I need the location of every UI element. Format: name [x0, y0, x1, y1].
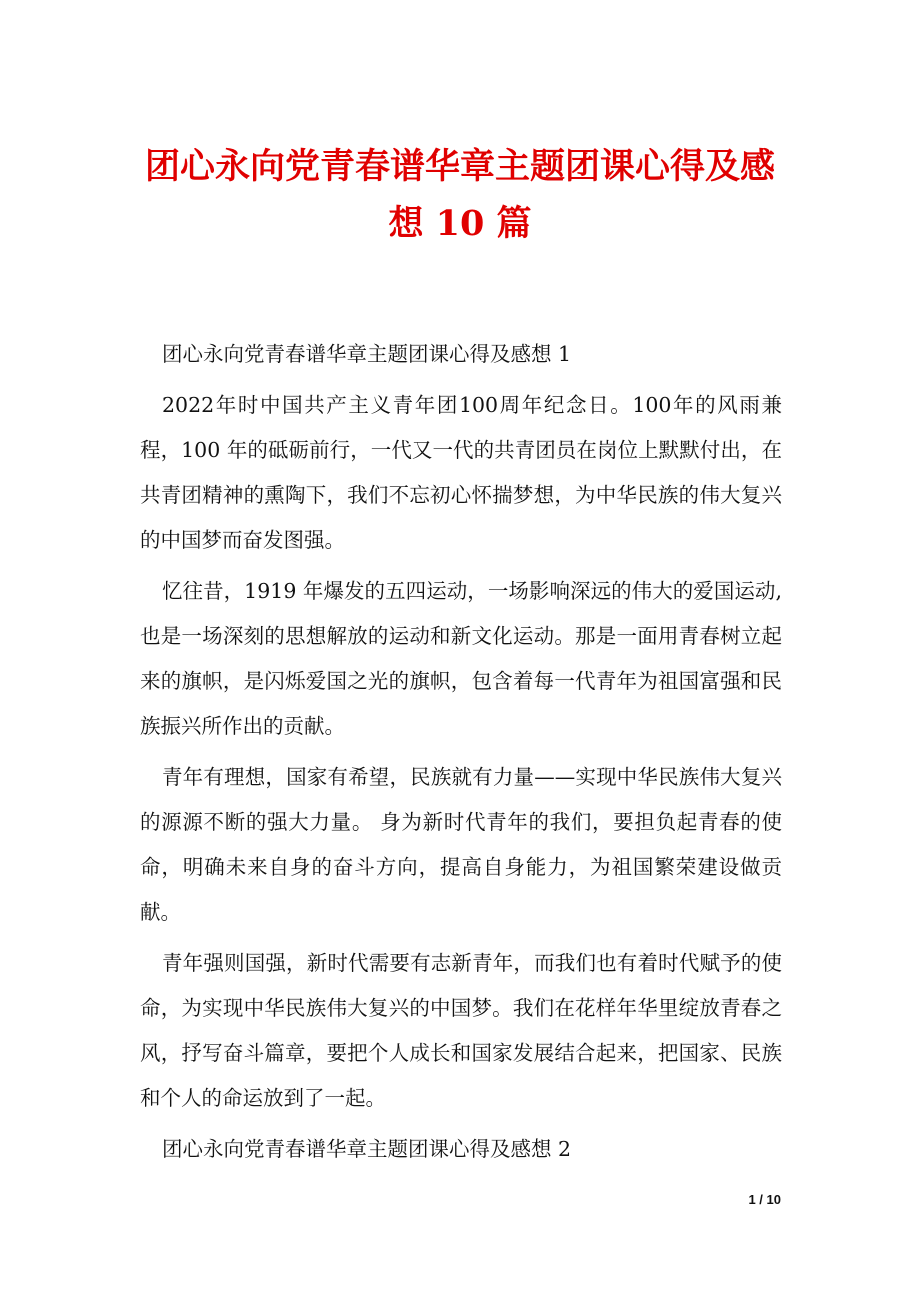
paragraph: 青年有理想，国家有希望，民族就有力量——实现中华民族伟大复兴的源源不断的强大力量。 身为新时代青年的我们，要担负起青春的使命，明确未来自身的奋斗方向，提高自身能力，为祖国繁荣建设做贡献。 [140, 765, 782, 924]
page-number: 1 / 10 [748, 1192, 781, 1207]
section-heading-1: 团心永向党青春谱华章主题团课心得及感想 1 [162, 342, 572, 366]
section-heading-2: 团心永向党青春谱华章主题团课心得及感想 2 [162, 1137, 572, 1161]
document-body [140, 332, 782, 1178]
paragraph: 青年强则国强，新时代需要有志新青年，而我们也有着时代赋予的使命，为实现中华民族伟大复兴的中国梦。我们在花样年华里绽放青春之风，抒写奋斗篇章，要把个人成长和国家发展结合起来，把国家、民族和个人的命运放到了一起。 [140, 951, 782, 1110]
document-title-line-2: 想 10 篇 [388, 203, 532, 244]
paragraph: 忆往昔，1919 年爆发的五四运动，一场影响深远的伟大的爱国运动,也是一场深刻的思想解放的运动和新文化运动。那是一面用青春树立起来的旗帜，是闪烁爱国之光的旗帜，包含着每一代青年为祖国富强和民族振兴所作出的贡献。 [140, 579, 782, 738]
document-title-line-1: 团心永向党青春谱华章主题团课心得及感 [144, 146, 775, 187]
paragraph: 2022年时中国共产主义青年团100周年纪念日。100年的风雨兼程，100 年的砥砺前行，一代又一代的共青团员在岗位上默默付出，在共青团精神的熏陶下，我们不忘初心怀揣梦想，为中华民族的伟大复兴的中国梦而奋发图强。 [140, 393, 782, 552]
